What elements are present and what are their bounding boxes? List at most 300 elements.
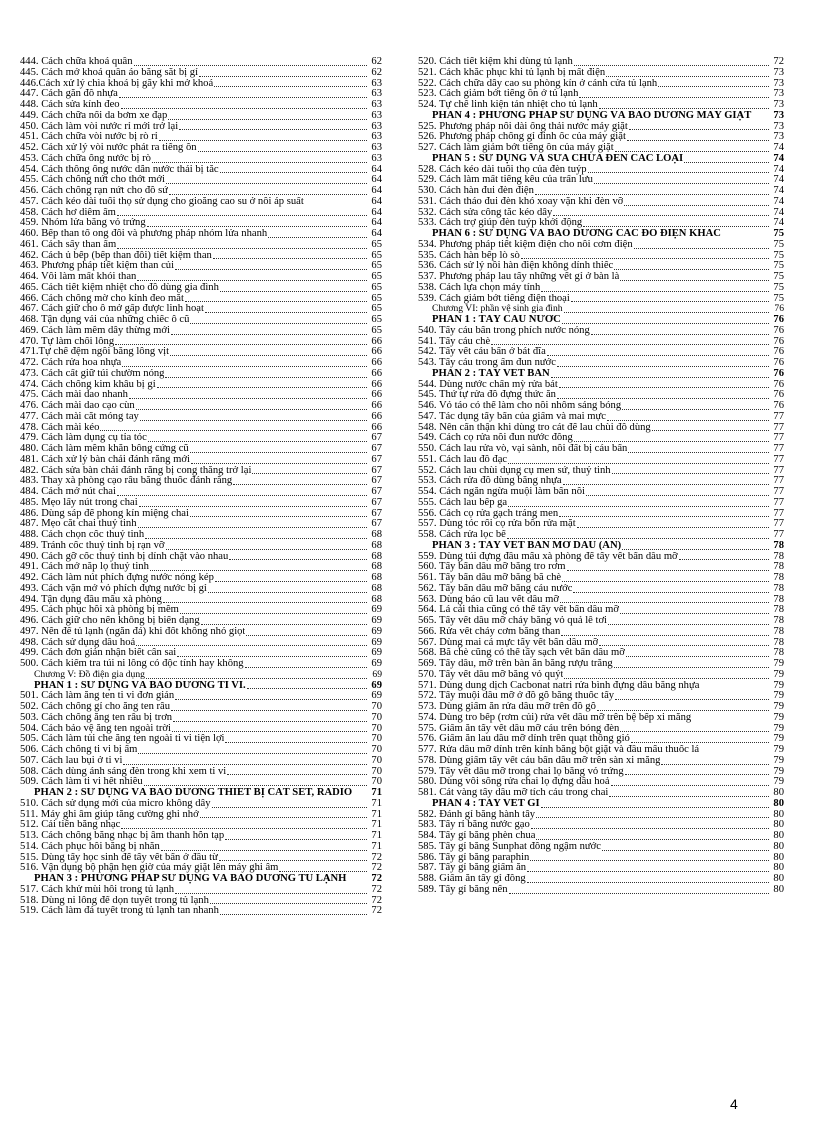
dot-leader (536, 817, 769, 818)
toc-entry-title: 517. Cách khử mùi hôi trong tủ lạnh (20, 884, 175, 895)
toc-entry-page: 66 (371, 390, 382, 401)
toc-entry (418, 745, 784, 756)
toc-entry-page: 69 (371, 648, 382, 659)
dot-leader (579, 97, 769, 98)
toc-entry-title: 583. Tẩy rỉ bằng nước gạo (418, 820, 530, 831)
dot-leader (620, 731, 769, 732)
toc-entry-page: 75 (773, 272, 784, 282)
toc-entry-page: 76 (773, 368, 784, 379)
dot-leader (185, 301, 367, 302)
dot-leader (599, 108, 769, 109)
toc-left-column (20, 57, 382, 917)
dot-leader (246, 635, 367, 636)
dot-leader (165, 377, 367, 378)
toc-entry-title: 563. Dùng báo cũ lau vết dầu mỡ (418, 594, 559, 605)
dot-leader (168, 119, 367, 120)
toc-entry-page: 79 (773, 777, 784, 788)
dot-leader (562, 323, 769, 324)
toc-entry (418, 724, 784, 735)
dot-leader (652, 430, 769, 431)
dot-leader (145, 538, 367, 539)
dot-leader (175, 269, 367, 270)
toc-entry (418, 648, 784, 659)
dot-leader (163, 602, 367, 603)
toc-entry-title: 504. Cách bảo vệ ăng ten ngoài trời (20, 723, 171, 734)
toc-entry-page: 73 (773, 132, 784, 143)
toc-entry-page: 66 (371, 422, 382, 433)
toc-entry-title: 453. Cách chữa ống nước bị rò (20, 153, 151, 164)
page-number: 4 (730, 1096, 738, 1112)
dot-leader (629, 129, 769, 130)
toc-entry (418, 562, 784, 573)
toc-entry-page: 63 (371, 121, 382, 132)
toc-entry (418, 444, 784, 455)
toc-entry-title: 542. Tẩy vết cáu bẩn ở bát đĩa (418, 347, 546, 358)
dot-leader (214, 86, 367, 87)
dot-leader (134, 65, 367, 66)
toc-entry-title: 560. Tẩy bẩn dầu mỡ bằng tro rơm (418, 562, 566, 573)
toc-section-heading (418, 799, 784, 810)
dot-leader (190, 323, 367, 324)
toc-entry-title: 508. Cách dùng ánh sáng đèn trong khi xem ti vi (20, 766, 227, 777)
dot-leader (171, 334, 367, 335)
toc-entry (20, 218, 382, 229)
dot-leader (624, 205, 769, 206)
toc-entry-page: 63 (371, 89, 382, 100)
toc-entry-title: 535. Cách hàn bếp lò sò (418, 250, 520, 261)
dot-leader (562, 581, 769, 582)
toc-entry-page: 77 (773, 411, 784, 422)
dot-leader (100, 430, 367, 431)
toc-entry-page: 80 (773, 788, 784, 798)
toc-entry-page: 79 (773, 659, 784, 669)
dot-leader (229, 559, 367, 560)
toc-entry-page: 74 (773, 143, 784, 153)
toc-entry-title: 451. Cách chữa vòi nước bị rò rỉ (20, 132, 158, 143)
toc-entry (418, 487, 784, 498)
toc-entry (418, 820, 784, 831)
toc-entry-title: 513. Cách chống băng nhạc bị âm thanh hỗn tạp (20, 831, 225, 841)
dot-leader (170, 355, 367, 356)
toc-entry-page: 77 (773, 444, 784, 454)
dot-leader (173, 721, 367, 722)
toc-section-heading (418, 229, 784, 240)
dot-leader (119, 97, 367, 98)
toc-entry-page: 69 (372, 669, 382, 680)
dot-leader (219, 860, 367, 861)
toc-entry-title: 483. Thay xà phòng cạo râu bằng thuốc đánh răng (20, 476, 233, 487)
dot-leader (179, 129, 367, 130)
toc-entry-title: PHẦN 3 : TẨY VẾT BẨN MỠ DẦU (ĂN) (432, 540, 622, 551)
toc-entry (418, 401, 784, 412)
toc-entry (20, 691, 382, 702)
toc-entry-title: 549. Cách cọ rửa nồi đun nước đồng (418, 433, 573, 444)
toc-entry-page: 80 (773, 841, 784, 852)
dot-leader (591, 334, 769, 335)
toc-entry (20, 605, 382, 616)
toc-entry (20, 648, 382, 659)
toc-entry (418, 251, 784, 262)
toc-entry-title: 492. Cách làm nút phích đựng nước nóng kép (20, 573, 214, 583)
dot-leader (247, 688, 367, 689)
toc-entry (418, 605, 784, 616)
toc-entry-page: 78 (773, 616, 784, 626)
toc-entry-page: 77 (773, 519, 784, 530)
toc-entry-page: 77 (773, 476, 784, 487)
toc-entry (20, 595, 382, 606)
dot-leader (679, 559, 769, 560)
toc-entry-title: Chương V: Đồ điện gia dụng (34, 669, 145, 680)
toc-entry-page: 73 (773, 67, 784, 78)
toc-entry-title: 536. Cách sử lý nồi hàn điện không dính thiếc (418, 261, 614, 272)
toc-entry (20, 240, 382, 251)
toc-entry (418, 874, 784, 885)
toc-entry-title: 506. Cách chống ti vi bị ẩm (20, 745, 138, 755)
toc-entry-page: 66 (371, 336, 382, 347)
toc-entry-title: 581. Cát vàng tẩy dầu mỡ tích cáu trong chai (418, 788, 609, 798)
toc-entry-page: 72 (371, 906, 382, 917)
toc-entry-title: 570. Tẩy vết dầu mỡ bằng vỏ quýt (418, 669, 564, 680)
toc-entry (418, 509, 784, 520)
toc-entry (20, 885, 382, 896)
dot-leader (571, 301, 769, 302)
toc-entry-page: 64 (371, 229, 382, 239)
dot-leader (508, 506, 769, 507)
dot-leader (139, 506, 367, 507)
dot-leader (117, 248, 367, 249)
dot-leader (586, 495, 769, 496)
toc-entry-title: 478. Cách mài kéo (20, 422, 100, 433)
toc-entry-title: 446.Cách xử lý chìa khoá bị gãy khi mở khoá (20, 78, 214, 89)
dot-leader (171, 710, 367, 711)
toc-entry-page: 66 (371, 411, 382, 422)
toc-entry-page: 79 (773, 680, 784, 691)
toc-entry-title: 493. Cách vặn mở vỏ phích đựng nước bị gỉ (20, 583, 207, 594)
toc-entry (20, 433, 382, 444)
dot-leader (602, 850, 769, 851)
dot-leader (588, 172, 769, 173)
toc-entry (20, 745, 382, 756)
toc-entry-title: PHẦN 5 : SỬ DỤNG VÀ SỬA CHỮA ĐÈN CÁC LOẠI (432, 153, 684, 164)
toc-entry-title: 518. Dùng ni lông để dọn tuyết trong tủ lạnh (20, 895, 209, 906)
toc-entry (418, 659, 784, 670)
toc-entry-title: 569. Tẩy dầu, mỡ trên bàn ăn bằng rượu trắng (418, 659, 613, 669)
dot-leader (199, 76, 367, 77)
toc-entry (418, 89, 784, 100)
toc-entry (20, 519, 382, 530)
toc-entry (418, 57, 784, 68)
toc-entry-title: 544. Dùng nước chấn mỳ rửa bát (418, 379, 558, 390)
toc-entry-title: 482. Cách sửa bàn chải đánh răng bị cong thẳng trở lại (20, 465, 252, 476)
dot-leader (583, 226, 769, 227)
toc-entry-title: 499. Cách đơn giản nhận biết cân sai (20, 648, 177, 659)
toc-entry (20, 143, 382, 154)
toc-entry (418, 132, 784, 143)
toc-entry-page: 76 (773, 401, 784, 411)
toc-entry-page: 79 (773, 745, 784, 755)
toc-entry-page: 80 (773, 884, 784, 895)
toc-entry (418, 476, 784, 487)
toc-entry-title: 479. Cách làm dụng cụ tỉa tóc (20, 433, 147, 444)
toc-entry-page: 70 (371, 712, 382, 723)
dot-leader (166, 549, 368, 550)
toc-entry (20, 68, 382, 79)
toc-entry-title: 539. Cách giảm bớt tiếng điện thoại (418, 293, 570, 304)
toc-entry-page: 78 (773, 594, 784, 605)
toc-entry-page: 65 (371, 315, 382, 325)
toc-entry (20, 552, 382, 563)
dot-leader (567, 570, 769, 571)
dot-leader (577, 527, 769, 528)
dot-leader (140, 420, 367, 421)
dot-leader (166, 183, 367, 184)
toc-entry-page: 77 (773, 530, 784, 540)
toc-entry-page: 77 (773, 465, 784, 476)
dot-leader (626, 656, 769, 657)
dot-leader (122, 366, 367, 367)
toc-entry (418, 842, 784, 853)
toc-entry-page: 72 (371, 884, 382, 895)
toc-entry-title: 568. Bã chè cũng có thể tẩy sạch vết bẩn dầu mỡ (418, 648, 625, 659)
toc-entry-page: 69 (371, 680, 382, 691)
dot-leader (180, 613, 367, 614)
dot-leader (531, 828, 769, 829)
dot-leader (227, 774, 367, 775)
toc-entry-title: 514. Cách phục hồi băng bị nhăn (20, 841, 160, 852)
toc-entry-page: 70 (371, 702, 382, 712)
toc-entry-page: 77 (773, 433, 784, 444)
dot-leader (159, 140, 367, 141)
dot-leader (245, 667, 367, 668)
toc-entry-title: 501. Cách làm ăng ten ti vi đơn giản (20, 691, 175, 702)
toc-entry (20, 842, 382, 853)
toc-entry-page: 69 (371, 605, 382, 616)
dot-leader (129, 398, 367, 399)
toc-entry-title: 558. Cách rửa lọc bể (418, 530, 506, 540)
dot-leader (627, 140, 769, 141)
toc-entry-title: 515. Dùng tẩy học sinh để tẩy vết bẩn ở đầu từ (20, 852, 218, 863)
toc-entry-title: PHẦN 6 : SỬ DỤNG VÀ BẢO DƯỠNG CÁC ĐỒ ĐIỆN KHÁC (432, 229, 721, 239)
toc-entry-page: 67 (371, 465, 382, 476)
toc-entry-title: 537. Phương pháp lau tẩy những vết gỉ ở bàn là (418, 272, 620, 282)
dot-leader (612, 473, 769, 474)
toc-entry-title: PHẦN 4 : PHƯƠNG PHÁP SỬ DỤNG VÀ BẢO DƯỠNG MÁY GIẶT (432, 110, 752, 121)
toc-entry (20, 509, 382, 520)
dot-leader (508, 463, 769, 464)
toc-entry-page: 80 (773, 874, 784, 884)
dot-leader (563, 484, 769, 485)
toc-entry-page: 80 (773, 798, 784, 809)
toc-entry-page: 64 (371, 218, 382, 229)
toc-entry-page: 79 (773, 669, 784, 680)
toc-entry-page: 73 (773, 121, 784, 132)
toc-entry-page: 78 (773, 562, 784, 573)
toc-entry (418, 702, 784, 713)
toc-entry-title: 450. Cách làm vòi nước rỉ mới trở lại (20, 121, 179, 132)
toc-chapter-heading (418, 304, 784, 315)
toc-entry-page: 65 (371, 304, 382, 315)
toc-entry-page: 74 (773, 175, 784, 186)
toc-entry-page: 70 (371, 766, 382, 777)
toc-entry-title: 579. Tẩy vết dầu mỡ trong chai lọ bằng vỏ trứng (418, 766, 624, 777)
toc-entry-title: 548. Nên cẩn thận khi dùng tro cát để lau chùi đồ dùng (418, 422, 651, 433)
toc-section-heading (20, 874, 382, 885)
dot-leader (123, 764, 367, 765)
toc-entry (20, 616, 382, 627)
dot-leader (220, 914, 367, 915)
dot-leader (175, 699, 367, 700)
toc-entry-page: 78 (773, 583, 784, 594)
toc-entry-page: 67 (371, 519, 382, 530)
toc-entry (418, 756, 784, 767)
dot-leader (527, 871, 769, 872)
dot-leader (535, 194, 769, 195)
toc-entry-page: 70 (371, 734, 382, 745)
toc-entry-title: 545. Thứ tự rửa đồ đựng thức ăn (418, 390, 556, 401)
toc-entry-title: 481. Cách xử lý bàn chải đánh răng mới (20, 454, 190, 465)
toc-entry-title: 472. Cách rửa hoa nhựa (20, 358, 122, 368)
toc-entry (418, 767, 784, 778)
toc-entry (418, 122, 784, 133)
dot-leader (557, 366, 769, 367)
toc-entry-title: 587. Tẩy gỉ bằng giấm ăn (418, 863, 527, 874)
toc-entry (20, 401, 382, 412)
toc-entry-page: 66 (371, 358, 382, 368)
dot-leader (161, 850, 367, 851)
toc-entry (20, 111, 382, 122)
dot-leader (136, 645, 367, 646)
toc-entry-page: 74 (773, 164, 784, 175)
toc-entry-page: 76 (773, 347, 784, 358)
dot-leader (530, 860, 769, 861)
toc-entry-page: 76 (773, 325, 784, 336)
toc-entry (20, 831, 382, 842)
toc-entry (418, 68, 784, 79)
toc-entry-title: 471.Tự chế đệm ngồi bằng lông vịt (20, 347, 170, 358)
toc-entry-page: 76 (773, 379, 784, 390)
toc-entry-title: 543. Tẩy cáu trong ấm đun nước (418, 358, 556, 368)
toc-entry-page: 74 (773, 196, 784, 207)
toc-entry-title: 510. Cách sử dụng mới của micro không dây (20, 798, 211, 809)
toc-entry-title: 509. Cách làm ti vi hết nhiều (20, 777, 143, 788)
toc-entry-title: 460. Bếp than tổ ong đôi và phương pháp nhóm lửa nhanh (20, 229, 268, 239)
toc-entry-page: 71 (371, 788, 382, 798)
dot-leader (521, 258, 769, 259)
toc-entry-page: 63 (371, 100, 382, 110)
toc-entry (20, 358, 382, 369)
toc-entry (418, 885, 784, 896)
toc-entry-title: 523. Cách giảm bớt tiếng ồn ở tủ lạnh (418, 89, 579, 100)
toc-entry (20, 734, 382, 745)
toc-entry (418, 616, 784, 627)
toc-entry-page: 68 (371, 583, 382, 594)
toc-entry (418, 777, 784, 788)
dot-leader (615, 699, 769, 700)
toc-entry (418, 380, 784, 391)
toc-entry (20, 294, 382, 305)
toc-entry-page: 79 (773, 734, 784, 745)
dot-leader (150, 570, 367, 571)
toc-entry (20, 498, 382, 509)
toc-entry-title: 576. Giấm ăn lau dầu mỡ dính trên quạt thông gió (418, 734, 630, 745)
toc-entry (418, 186, 784, 197)
toc-entry (20, 304, 382, 315)
toc-entry (20, 444, 382, 455)
toc-entry (20, 627, 382, 638)
dot-leader (191, 463, 367, 464)
dot-leader (614, 667, 769, 668)
toc-right-column (418, 57, 784, 896)
toc-entry-title: 552. Cách lau chùi dụng cụ men sứ, thuỷ tinh (418, 465, 611, 476)
toc-entry-page: 71 (371, 820, 382, 831)
toc-entry-page: 67 (371, 497, 382, 508)
toc-entry-title: 463. Phương pháp tiết kiệm than củi (20, 261, 175, 272)
toc-entry-title: PHẦN 2 : TẨY VẾT BẨN (432, 368, 550, 379)
toc-entry (418, 272, 784, 283)
dot-leader (551, 377, 769, 378)
toc-entry-title: 459. Nhóm lửa bằng vỏ trứng (20, 218, 146, 229)
dot-leader (279, 871, 367, 872)
toc-entry-title: 445. Cách mở khoá quần áo bằng sắt bị gỉ (20, 67, 199, 78)
toc-entry (418, 863, 784, 874)
toc-entry-title: 495. Cách phục hồi xà phòng bị mềm (20, 605, 179, 616)
dot-leader (608, 624, 769, 625)
toc-entry (20, 487, 382, 498)
toc-entry-title: 489. Tránh cốc thuỷ tinh bị rạn vỡ (20, 540, 165, 551)
toc-entry (20, 132, 382, 143)
toc-entry (418, 530, 784, 541)
toc-entry-page: 80 (773, 809, 784, 820)
toc-section-heading (20, 788, 382, 799)
toc-entry-page: 78 (773, 637, 784, 648)
toc-entry-title: 557. Dùng tóc rối cọ rửa bồn rửa mặt (418, 519, 576, 530)
dot-leader (658, 86, 769, 87)
dot-leader (144, 785, 367, 786)
dot-leader (177, 656, 367, 657)
toc-entry (418, 573, 784, 584)
toc-section-heading (418, 315, 784, 326)
toc-entry (418, 638, 784, 649)
dot-leader (212, 807, 367, 808)
dot-leader (625, 774, 769, 775)
dot-leader (573, 592, 769, 593)
toc-entry-title: 561. Tẩy bẩn dầu mỡ bằng bã chè (418, 573, 562, 583)
toc-entry-page: 75 (773, 282, 784, 293)
toc-entry-title: 454. Cách thông ống nước dẫn nước thải bị tắc (20, 164, 219, 175)
dot-leader (620, 280, 769, 281)
toc-entry (20, 315, 382, 326)
toc-entry (20, 89, 382, 100)
toc-entry-page: 70 (371, 755, 382, 766)
toc-entry-page: 73 (773, 78, 784, 89)
toc-entry (418, 412, 784, 423)
toc-entry-page: 78 (773, 551, 784, 562)
toc-entry (418, 294, 784, 305)
toc-entry-title: 487. Mẹo cắt chai thuỷ tinh (20, 519, 137, 530)
toc-entry-page: 67 (371, 508, 382, 519)
toc-entry-page: 65 (371, 293, 382, 304)
dot-leader (252, 473, 367, 474)
toc-entry-title: 484. Cách mở nút chai (20, 487, 116, 497)
toc-entry-page: 62 (371, 67, 382, 78)
toc-entry-title: 527. Cách làm giảm bớt tiếng ồn của máy giặt (418, 143, 614, 153)
toc-entry-title: 458. Cách hơ diêm ẩm (20, 207, 116, 218)
toc-entry-page: 66 (371, 347, 382, 358)
dot-leader (631, 742, 769, 743)
toc-entry (20, 326, 382, 337)
toc-entry-title: 584. Tẩy gỉ bằng phèn chua (418, 831, 536, 841)
toc-entry-page: 72 (371, 863, 382, 874)
